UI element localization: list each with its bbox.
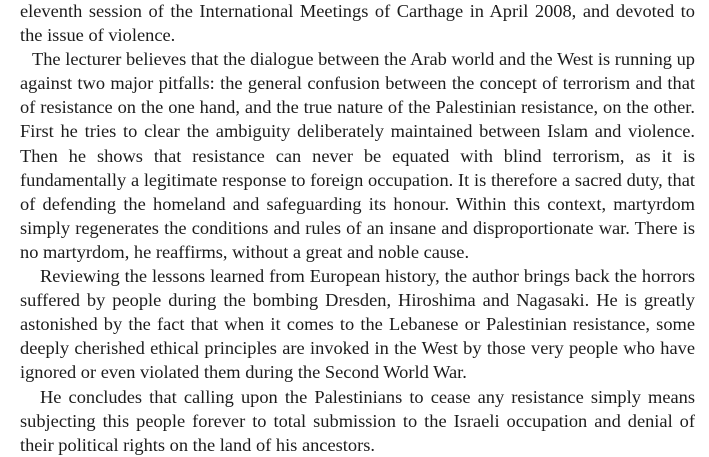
paragraph-european-history: Reviewing the lessons learned from European history, the author brings back the horrors suffered by people during the bombing Dresden, Hiroshima and Nagasaki. He is greatly astonished by the fact that when it comes to the Lebanese or Palestinian resistance, some deeply cherished ethical principles are invoked in the West by those very people who have ignored or even violated them during the Second World War. <box>20 266 695 383</box>
paragraph-conclusion: He concludes that calling upon the Palestinians to cease any resistance simply means subjecting this people forever to total submission to the Israeli occupation and denial of their political rights on the land of his ancestors. <box>20 386 695 455</box>
paragraph-lecturer-view: The lecturer believes that the dialogue between the Arab world and the West is running up against two major pitfalls: the general confusion between the concept of terrorism and that of resistance on the one hand, and the true nature of the Palestinian resistance, on the other. First he tries to clear the ambiguity deliberately maintained between Islam and violence. Then he shows that resistance can never be equated with blind terrorism, as it is fundamentally a legitimate response to foreign occupation. It is therefore a sacred duty, that of defending the homeland and safeguarding its honour. Within this context, martyrdom simply regenerates the conditions and rules of an insane and disproportionate war. There is no martyrdom, he reaffirms, without a great and noble cause. <box>20 49 695 262</box>
document-page <box>20 0 695 457</box>
paragraph-continuation: eleventh session of the International Meetings of Carthage in April 2008, and devoted to the issue of violence. <box>20 1 695 46</box>
